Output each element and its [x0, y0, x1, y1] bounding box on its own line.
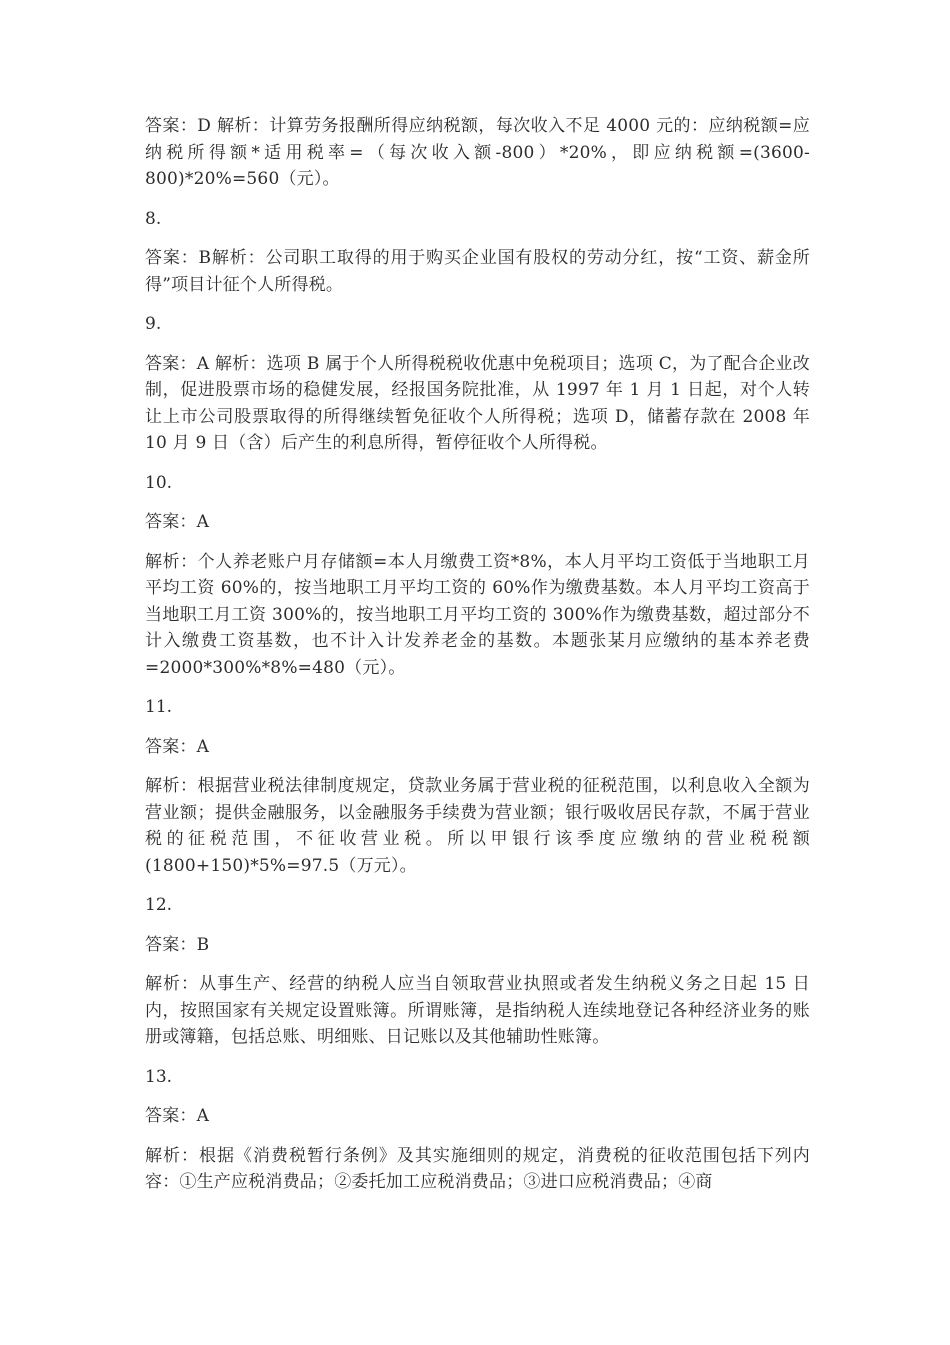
answer-13: 答案：A — [145, 1106, 210, 1126]
explanation-13: 解析：根据《消费税暂行条例》及其实施细则的规定，消费税的征收范围包括下列内容：①生产应税消费品；②委托加工应税消费品；③进口应税消费品；④商 — [145, 1145, 810, 1192]
answer-7-explanation: 答案：D 解析：计算劳务报酬所得应纳税额，每次收入不足 4000 元的：应纳税额=应纳税所得额*适用税率=（每次收入额-800）*20%，即应纳税额=(3600-800)*20%=560（元）。 — [145, 116, 810, 189]
answer-12: 答案：B — [145, 934, 210, 955]
answer-11: 答案：A — [145, 736, 210, 757]
answer-9-explanation: 答案：A 解析：选项 B 属于个人所得税税收优惠中免税项目；选项 C，为了配合企业改制，促进股票市场的稳健发展，经报国务院批准，从 1997 年 1 月 1 日起，对个人转让上市公司股票取得的所得继续暂免征收个人所得税；选项 D，储蓄存款在 2008 年 10 月 9 日（含）后产生的利息所得，暂停征收个人所得税。 — [145, 353, 810, 453]
question-number-9: 9. — [145, 314, 162, 334]
explanation-11: 解析：根据营业税法律制度规定，贷款业务属于营业税的征税范围，以利息收入全额为营业额；提供金融服务，以金融服务手续费为营业额；银行吸收居民存款，不属于营业税的征税范围，不征收营业税。所以甲银行该季度应缴纳的营业税税额(1800+150)*5%=97.5（万元）。 — [145, 776, 810, 876]
question-number-8: 8. — [145, 208, 162, 229]
question-number-12: 12. — [145, 895, 173, 915]
answer-10: 答案：A — [145, 512, 210, 532]
question-number-10: 10. — [145, 472, 173, 493]
explanation-10: 解析：个人养老账户月存储额=本人月缴费工资*8%，本人月平均工资低于当地职工月平均工资 60%的，按当地职工月平均工资的 60%作为缴费基数。本人月平均工资高于当地职工月工资 300%的，按当地职工月平均工资的 300%作为缴费基数，超过部分不计入缴费工资基数，也不计入计发养老金的基数。本题张某月应缴纳的基本养老费=2000*300%*8%=480（元）。 — [145, 551, 810, 678]
question-number-13: 13. — [145, 1066, 173, 1087]
answer-8-explanation: 答案：B解析：公司职工取得的用于购买企业国有股权的劳动分红，按“工资、薪金所得”项目计征个人所得税。 — [145, 248, 810, 295]
explanation-12: 解析：从事生产、经营的纳税人应当自领取营业执照或者发生纳税义务之日起 15 日内，按照国家有关规定设置账簿。所谓账簿，是指纳税人连续地登记各种经济业务的账册或簿籍，包括总账、明细账、日记账以及其他辅助性账簿。 — [145, 974, 810, 1047]
document-page — [145, 113, 810, 1196]
question-number-11: 11. — [145, 697, 173, 717]
